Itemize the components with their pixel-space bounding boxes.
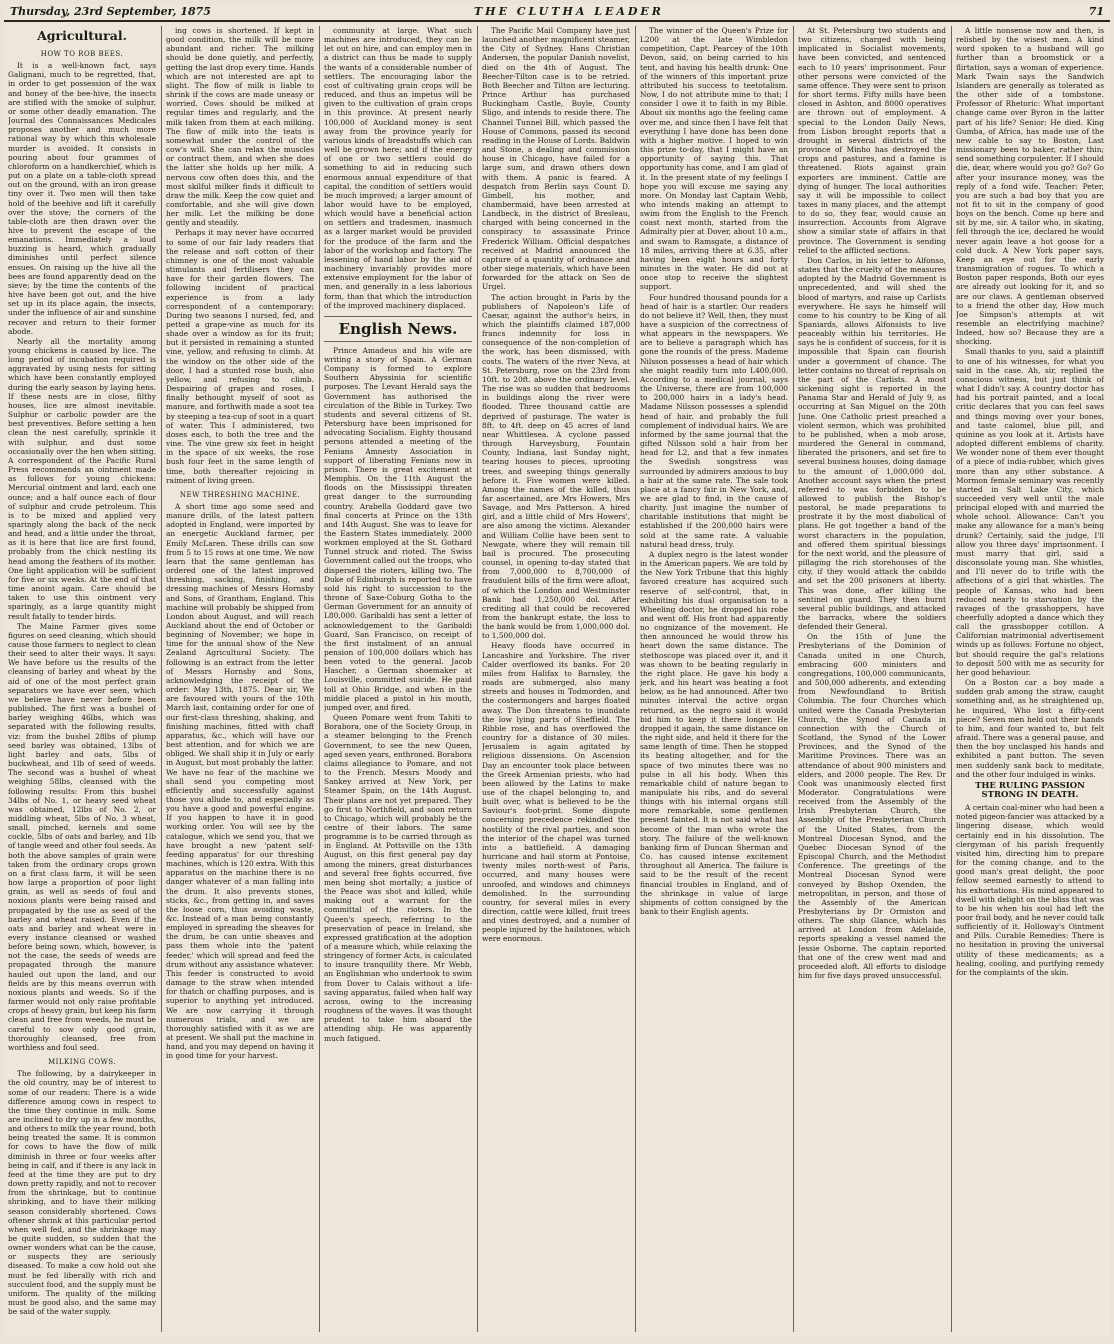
article-paragraph: Nearly all the mortality among young chickens is caused by lice. The long period of incubation required is aggravated by using nests for sitting which have been constantly employed during the early season by laying hens. If these nests are in close, filthy houses, lice are almost inevitable. Sulphur or carbolic powder are the best preventives. Before setting a hen clean the nest carefully, sprinkle it with sulphur, and dust some occasionally over the hen when sitting. A correspondent of the Pacific Rural Press recommends an ointment made as follows for young chickens: Mercurial ointment and lard, each one ounce; and a half ounce each of flour of sulphur and crude petroleum. This is to be mixed and applied very sparingly along the back of the neck and head, and a little under the throat, as it is here that lice are first found, probably from the chick nestling its head among the feathers of its mother. One light application will be sufficient for five or six weeks. At the end of that time anoint again. Care should be taken to use this ointment very sparingly, as a large quantity might result fatally to tender birds.	[8, 336, 156, 621]
article-heading-milking-cows: MILKING COWS.	[47, 1058, 117, 1067]
article-paragraph: The action brought in Paris by the publishers of Napoleon's Life of Caesar, against the author's heirs, in which the plaintiffs claimed 187,000 francs indemnity for loss in consequence of the non-completion of the work, has been dismissed, with costs. The waters of the river Neva, at St. Petersburg, rose on the 23rd from 10ft. to 20ft. above the ordinary level. The rise was so sudden that bedrooms in buildings along the river were flooded. Three thousand cattle are deprived of pasturage. The water is 8ft. to 4ft. deep on 45 acres of land near Whittlesea. A cyclone passed through Harveysburg, Fountain County, Indiana, last Sunday night, tearing houses to pieces, uprooting trees, and sweeping things generally before it. Five women were killed. Among the names of the killed, thus far ascertained, are Mrs Howers, Mrs Savage, and Mrs Patterson. A hired girl, and a little child of Mrs Howers', are also among the victims. Alexander and William Collie have been sent to Newgate, where they will remain till bail is procured. The prosecuting counsel, in opening to-day stated that from 7,000,000 to 8,700,000 of fraudulent bills of the firm were afloat, of which the London and Westminster Bank had 1,250,000 dol. After crediting all that could be recovered from the bankrupt estate, the loss to the bank would be from 1,000,000 dol. to 1,500,000 dol.	[482, 292, 630, 641]
column-4	[482, 26, 630, 1332]
article-heading-rob-bees: HOW TO ROB BEES.	[40, 50, 124, 58]
article-heading-ruling-passion: THE RULING PASSION STRONG IN DEATH.	[975, 780, 1085, 800]
article-paragraph: Heavy floods have occurred in Lancashire and Yorkshire. The river Calder overflowed its banks. For 20 miles from Halifax to Barnsley, the roads are submerged, also many streets and houses in Todmorden, and the costermongers and barges floated away. The Don threatens to inundate the low lying parts of Sheffield. The Ribble rose, and has overflowed the country for a distance of 30 miles. Jerusalem is again agitated by religious dissensions. On Ascension Day an encounter took place between the Greek Armenian priests, who had been allowed by the Latins to make use of the chapel belonging to, and built over, what is believed to be the Saviour's foot-print. Some dispute concerning precedence rekindled the hostility of the rival parties, and soon the interior of the chapel was turned into a battlefield. A damaging hurricane and hail storm at Pontoise, twenty miles north-west of Paris, occurred, and many houses were unroofed, and windows and chimneys demolished. In the surrounding country, for several miles in every direction, cattle were killed, fruit trees and vines destroyed, and a number of people injured by the hailstones, which were enormous.	[482, 641, 630, 944]
newspaper-title: THE CLUTHA LEADER	[474, 5, 664, 18]
article-paragraph: At St. Petersburg two students and two citizens, charged with being implicated in Socialist movements, have been convicted, and sentenced each to 10 years' imprisonment. Four other persons were convicted of the same offence. They were sent to prison for short terms. Fifty mills have been closed in Ashton, and 8000 operatives are thrown out of employment. A special to the London Daily News, from Lisbon brought reports that a drought in several districts of the province of Minho has destroyed the crops and pastures, and a famine is threatened. Riots against grain exporters are imminent. Cattle are dying of hunger. The local authorities say it will be impossible to collect taxes in many places, and the attempt to do so, they fear, would cause an insurrection. Accounts from Algrave show a similar state of affairs in that province. The Government is sending relief to the afflicted sections.	[798, 26, 946, 255]
article-paragraph: On the 15th of June the Presbyterians of the Dominion of Canada united in one Church, embracing 600 ministers and congregations, 100,000 communicants, and 500,000 adherents, and extending from Newfoundland to British Columbia. The four Churches which united were the Canada Presbyterian Church, the Synod of Canada in connection with the Church of Scotland, the Synod of the Lower Provinces, and the Synod of the Maritime Provinces. There was an attendance of about 900 ministers and elders, and 2000 people. The Rev. Dr Cook was unanimously elected first Moderator. Congratulations were received from the Assembly of the Irish Presbyterian Church, the Assembly of the Presbyterian Church of the United States, from the Montreal Diocesan Synod, and the Quebec Diocesan Synod of the Episcopal Church, and the Methodist Conference. The greetings of the Montreal Diocesan Synod were conveyed by Bishop Oxenden, the metropolitan, in person, and those of the Assembly of the American Presbyterians by Dr Ormiston and others. The ship Glance, which has arrived at London from Adelaide, reports speaking a vessel named the Jessie Osborne. The captain reported that one of the crew went mad and proceeded aloft. All efforts to dislodge him for five days proved unsuccessful.	[798, 632, 946, 981]
article-paragraph: The winner of the Queen's Prize for L200 at the late Wimbledon competition, Capt. Pearcey of the 10th Devon, said, on being carried to his tent, and having his health drunk: One of the winners of this important prize attributed his success to teetotalism. Now, I do not attribute mine to that; I consider I owe it to faith in my Bible. About six months ago the feeling came over me, and since then I have felt that everything I have done has been done with a higher motive. I hoped to win this prize to-day, that I might have an opportunity of saying this. That opportunity has come, and I am glad of it. In the present state of my feelings I hope you will excuse me saying any more. On Monday last Captain Webb, who intends making an attempt to swim from the English to the French coast next month, started from the Admiralty pier at Dover, about 10 a.m., and swam to Ramsgate, a distance of 18 miles, arriving there at 6.35, after having been eight hours and forty minutes in the water. He did not at once stop to receive the slightest support.	[640, 26, 788, 292]
article-paragraph: A short time ago some seed and manure drills, of the latest pattern adopted in England, were imported by an energetic Auckland farmer, per Emily McLaren. These drills can sow from 5 to 15 rows at one time. We now learn that the same gentleman has ordered one of the latest improved threshing, sacking, finishing, and dressing machines of Messrs Hornsby and Sons, of Grantham, England. This machine will probably be shipped from London about August, and will reach Auckland about the end of October or beginning of November; we hope in time for the annual show of the New Zealand Agricultural Society. The following is an extract from the letter of Messrs Hornsby and Sons, acknowledging the receipt of the order: May 13th, 1875. Dear sir, We are favoured with yours of the 10th March last, containing order for one of our first-class threshing, shaking, and finishing machines, fitted with chaff apparatus, &c., which will have our best attention, and for which we are obliged. We shall ship it in July or early in August, but most probably the latter. We have no fear of the machine we shall send you competing most efficiently and successfully against those you allude to, and especially as you have a good and powerful engine. If you happen to have it in good working order. You will see by the catalogue, which we send you, that we have brought a new 'patent self-feeding apparatus' for our threshing machines, which is 120 extra. With this apparatus on the machine there is no danger whatever of a man falling into the drum. It also prevents stones, sticks, &c., from getting in, and saves the loose corn, thus avoiding waste, &c. Instead of a man being constantly employed in spreading the sheaves for the drum, he can untie sheaves and pass them whole into the 'patent feeder,' which will spread and feed the drum without any assistance whatever. This feeder is constructed to avoid damage to the straw when intended for thatch or chaffing purposes, and is superior to anything yet introduced. We are now carrying it through numerous trials, and we are thoroughly satisfied with it as we are at present. We shall put the machine in hand, and you may depend on having it in good time for your harvest.	[166, 501, 314, 1061]
article-paragraph: Small thanks to you, said a plaintiff to one of his witnesses, for what you said in the case. Ah, sir, replied the conscious witness, but just think of what I didn't say. A country doctor has had his portrait painted, and a local critic declares that you can feel saws and things moving over your bones, and taste calomel, blue pill, and quinine as you look at it. Artists have adopted different emblems of charity. We wonder none of them ever thought of a piece of india-rubber, which gives more than any other substance. A Mormon female seminary was recently started in Salt Lake City, which succeeded very well until the male principal eloped with and married the whole school. Allowance: Can't you make any allowance for a man's being drunk? Certainly, said the judge, I'll allow you three days' imprisonment. I must marry that girl, said a disconsolate young man. She whistles, and I'll never do to trifle with the affections of a girl that whistles. The people of Kansas, who had been reduced nearly to starvation by the ravages of the grasshoppers, have cheerfully adopted a dance which they call the grasshopper cotillon. A Californian matrimonial advertisement winds up as follows: Fortune no object, but should require the gal's relations to deposit 500 with me as security for her good behaviour.	[956, 347, 1104, 677]
page-number: 71	[1088, 5, 1104, 18]
article-paragraph: Don Carlos, in his letter to Alfonso, states that the cruelty of the measures adopted by the Madrid Government is unprecedented, and will shed the blood of martyrs, and raise up Carlists everywhere. He says he himself will come to his country to be King of all Spaniards, allows Alfonsists to live peaceably within his territories. He says he is confident of success, for it is impossible that Spain can flourish under a government of chance. The letter contains no threat of reprisals on the part of the Carlists. A most sickening sight is reported in the Panama Star and Herald of July 9, as occurring at San Miguel on the 20th June. One Catholic priest preached a violent sermon, which was prohibited to be published, when a mob arose, murdered the General in command, liberated the prisoners, and set fire to several business houses, doing damage to the amount of 1,000,000 dol. Another account says when the priest referred to was forbidden to be allowed to publish the Bishop's pastoral, he made preparations to prostrate it by the most diabolical of plans. He got together a band of the worst characters in the population, and offered them spiritual blessings for the next world, and the pleasure of pillaging the rich storehouses of the city, if they would attack the cabildo and set the 200 prisoners at liberty. This was done, after killing the sentinel on guard. They then burnt several public buildings, and attacked the barracks, where the soldiers defended their General.	[798, 255, 946, 632]
column-divider	[635, 26, 636, 1332]
masthead	[4, 4, 1110, 22]
article-paragraph: It is a well-known fact, says Galignani, much to be regretted, that, in order to get possession of the wax and honey of the bee-hive, the insects are stifled with the smoke of sulphur, or some other deadly emanation. The Journal des Connaissances Medicales proposes another and much more rational way by which this wholesale murder is avoided. It consists in pouring about four grammes of chloroform on a handkerchief, which is put on a plate on a table-cloth spread out on the ground, with an iron grease tiny over it. Two men will then take hold of the beehive and lift it carefully over the stove; the corners of the table-cloth are then drawn over the hive to prevent the escape of the emanations. Immediately a loud buzzing is heard, which gradually diminishes until perfect silence ensues. On raising up the hive all the bees are found apparently dead on the sieve; by the time the contents of the hive have been got out, and the hive set up in its place again, the insects, under the influence of air and sunshine recover and return to their former abode.	[8, 61, 156, 336]
article-paragraph: A little nonsense now and then, is relished by the wisest men. A kind word spoken to a husband will go further than a broomstick or a flirtation, says a woman of experience. Mark Twain says the Sandwich Islanders are generally as tolerated as the other side of a tombstone. Professor of Rhetoric: What important change came over Byron in the latter part of his life? Senior: He died. King Gumba, of Africa, has made use of the new cable to say to Boston, Last missionary been to baker, rather thin; send something corpulenter. If I should die, dear, where would you go? Go? Go after your insurance money, was the reply of a fond wife. Teacher: Peter, you are such a bad boy that you are not fit to sit in the company of good boys on the bench. Come up here and sit by me, sir. A tailor who, in skating, fell through the ice, declared he would never again leave a hot goose for a cold duck. A New York paper says, Keep an eye out for the early transmigration of rogues. To which a Boston paper responds, Both our eyes are already out looking for it, and so are our claws. A gentleman observed to a friend the other day, How much Joe Simpson's attempts at wit resemble an electrifying machine? Indeed, how so? Because they are a shocking.	[956, 26, 1104, 347]
column-1	[8, 26, 156, 1332]
section-heading-agricultural: Agricultural.	[37, 28, 127, 43]
article-paragraph: Four hundred thousand pounds for a head of hair is a startler. Our readers do not believe it? Well, then, they must have a suspicion of the correctness of what appears in the newspapers. We are to believe a paragraph which has gone the rounds of the press. Mademe Nilsson possesses a head of hair which she might readily turn into L400,000. According to a medical journal, says the Universe, there are from 100,000 to 200,000 hairs in a lady's head. Madame Nilsson possesses a splendid head of hair, and probably the full complement of individual hairs. We are informed by the same journal that the gifted Nilsson sold a hair from her head for L2, and that a few inmates the Swedish songstress was surrounded by admirers anxious to buy a hair at the same rate. The sale took place at a fancy fair in New York, and, we are glad to find, in the cause of charity. Just imagine the number of charitable institutions that might be established if the 200,000 hairs were sold at the same rate. A valuable natural head dress, truly.	[640, 292, 788, 549]
column-3	[324, 26, 472, 1332]
column-divider	[793, 26, 794, 1332]
column-divider	[319, 26, 320, 1332]
column-divider	[477, 26, 478, 1332]
article-paragraph: Prince Amadeus and his wife are writing a story of Spain. A German Company is formed to explore Southern Abyssinia for scientific purposes. The Levant Herald says the Government has authorised the circulation of the Bible in Turkey. Two students and several citizens of St. Petersburg have been imprisoned for advocating Socialism. Eighty thousand persons attended a meeting of the Fenians Amnesty Association in support of liberating Fenians now in prison. There is great excitement at Memphis. On the 11th August the floods on the Mississippi threaten great danger to the surrounding country. Arabella Goddard gave two final concerts at Prince on the 13th and 14th August. She was to leave for the Eastern States immediately. 2000 workmen employed at the St. Gothard Tunnel struck and rioted. The Swiss Government called out the troops, who dispersed the rioters, killing two. The Duke of Edinburgh is reported to have sold his right to succession to the throne of Saxe-Coburg Gotha to the German Government for an annuity of L80,000. Garibaldi has sent a letter of acknowledgement to the Garibaldi Guard, San Francisco, on receipt of the first instalment of an annual pension of 100,000 dollars which has been voted to the general. Jacob Hascher, a German shoemaker at Louisville, committed suicide. He paid toll at Ohio Bridge, and when in the middle placed a pistol in his mouth, jumped over, and fired.	[324, 345, 472, 712]
article-paragraph: A certain coal-miner who had been a noted pigeon-fancier was attacked by a lingering disease, which would certainly end in his dissolution. The clergyman of his parish frequently visited him, directing him to prepare for the coming change, and to the good man's great delight, the poor fellow seemed earnestly to attend to his exhortations. His mind appeared to dwell with delight on the bliss that was to be his when his soul had left the poor frail body, and he never could talk sufficiently of it. Holloway's Ointment and Pills. Curable Remedies: There is no hesitation in proving the universal utility of these medicaments; as a healing, cooling, and purifying remedy for the complaints of the skin.	[956, 803, 1104, 977]
article-paragraph: Queen Pomare went from Tahiti to Borabora, one of the Society Group, in a steamer belonging to the French Government, to see the new Queen, aged seven years, enthroned. Borabora claims allegiance to Pomare, and not to the French. Messrs Moody and Sankey arrived at New York, per Steamer Spain, on the 14th August. Their plans are not yet prepared. They go first to Northfield, and soon return to Chicago, which will probably be the centre of their labors. The same programme is to be carried through as in England. At Pottsville on the 13th August, on this first general pay day among the miners, great disturbances and several free fights occurred, five men being shot mortally; a justice of the Peace was shot and killed, while making out a warrant for the committal of the rioters. In the Queen's speech, referring to the preservation of peace in Ireland, she expressed gratification at the adoption of a measure which, while relaxing the stringency of former Acts, is calculated to insure tranquility there. Mr Webb, an Englishman who undertook to swim from Dover to Calais without a life-saving apparatus, failed when half way across, owing to the increasing roughness of the waves. It was thought prudent to take him aboard the attending ship. He was apparently much fatigued.	[324, 713, 472, 1043]
article-paragraph: Perhaps it may never have occurred to some of our fair lady readers that the release and soft cotton of their chimney is one of the most valuable stimulants and fertilisers they can have for their garden flowers. The following incident of practical experience is from a lady correspondent of a contemporary: During two seasons I nursed, fed, and petted a grape-vine as much for its shade over a window as for its fruit; but it persisted in remaining a stunted vine, yellow, and refusing to climb. At the window on the other side of the door, I had a stunted rose bush, also yellow, and refusing to climb. Despairing of grapes and roses, I finally bethought myself of soot as manure, and forthwith made a soot tea by steeping a tea-cup of soot in a quart of water. This I administered, two doses each, to both the tree and the vine. The vine grew six feet in height in the space of six weeks, the rose bush four feet in the same length of time, both thereafter rejoicing in raiment of living green.	[166, 228, 314, 485]
newspaper-page	[4, 4, 1110, 1336]
article-paragraph: The Maine Farmer gives some figures on seed cleaning, which should cause those farmers to neglect to clean their seed to alter their ways. It says: We have before us the results of the cleansing of barley and wheat by the aid of one of the most perfect grain separators we have ever seen, which we believe have never before been published. The first was a bushel of barley weighing 46lbs, which was separated with the following results, viz: from the bushel 28lbs of plump seed barley was obtained, 13lbs of light barley and oats, 5lbs of buckwheat, and 1lb of seed of weeds. The second was a bushel of wheat weighing 58lbs, cleansed with the following results: From this bushel 34lbs of No. 1, or heavy seed wheat was obtained, 12lbs of No. 2, or middling wheat, 5lbs of No. 3 wheat, small, pinched, kernels and some cockle, 5lbs of oats and barley, and 1lb of tangle weed and other foul seeds. As both the above samples of grain were taken from the ordinary crops grown on a first class farm, it will be seen how large a proportion of poor light grain, as well as seeds of foul and noxious plants were being raised and propagated by the use as seed of the barley and wheat raised. Even if the oats and barley and wheat were in every instance cleansed or washed before being sown, which, however, is not the case, the seeds of weeds are propagated through the manure hauled out upon the land, and our fields are by this means overrun with noxious plants and weeds. So if the farmer would not only raise profitable crops of heavy grain, but keep his farm clean and free from weeds, he must be careful to sow only good grain, thoroughly cleansed, free from worthless and foul seed.	[8, 621, 156, 1052]
article-heading-threshing-machine: NEW THRESHING MACHINE.	[179, 490, 301, 499]
column-2	[166, 26, 314, 1332]
article-paragraph: A duplex negro is the latest wonder in the American papers. We are told by the New York Tribune that this highly favored creature has acquired such reserve of self-control, that, in exhibiting his dual organisation to a Wheeling doctor, he dropped his robe and went off. His front had apparently no cognizance of the movement. He then announced he would throw his heart down the same distance. The stethoscope was placed over it, and it was shown to be beating regularly in the right place. He gave his body a jerk, and his heart was beating a foot below, as he had announced. After two minutes interval the active organ returned, as the negro said it would bid him to keep it there longer. He dropped it again, the same distance on the right side, and held it there for the same length of time. Then he stopped its beating altogether, and for the space of two minutes there was no pulse in all his body. When this remarkable child of nature began to manipulate his ribs, and do several things with his internal organs still more remarkable, some gentlemen present fainted. It is not said what has become of the man who wrote the story. The failure of the well-known banking firm of Duncan Sherman and Co. has caused intense excitement throughout all America. The failure is said to be the result of the recent financial troubles in England, and of the shrinkage in value of large shipments of cotton consigned by the bank to their English agents.	[640, 549, 788, 916]
issue-date: Thursday, 23rd September, 1875	[10, 5, 211, 18]
column-6	[798, 26, 946, 1332]
article-paragraph: ing cows is shortened. If kept in good condition, the milk will be more abundant and richer. The milking should be done quietly, and perfectly, getting the last drop every time. Hands which are not interested are apt to slight. The flow of milk is liable to shrink if the cows are made uneasy or worried. Cows should be milked at regular times and regularly, and the milk taken from them at each milking. The flow of milk into the teats is somewhat under the control of the cow's will. She can relax the muscles or contract them, and when she does the latter she holds up her milk. A nervous cow often does this, and the most skilful milker finds it difficult to draw the milk. Keep the cow quiet and comfortable, and she will give down her milk. Let the milking be done gently and steadily.	[166, 26, 314, 228]
article-paragraph: The Pacific Mail Company have just launched another magnificent steamer, the City of Sydney. Hans Christian Andersen, the popular Danish novelist, died on the 4th of August. The Beecher-Tilton case is to be retried. Both Beecher and Tilton are lecturing. Prince Arthur has purchased Buckingham Castle, Boyle, County Sligo, and intends to reside there. The Channel Tunnel Bill, which passed the House of Commons, passed its second reading in the House of Lords. Baldwin and Stone, a dealing and commission house in Chicago, have failed for a large sum, and drawn others down with them. A panic is feared. A despatch from Berlin says Count D. Gimbell, his mother, and chambermaid, have been arrested at Landbeck, in the district of Bresleau, charged with being concerned in the conspiracy to assassinate Prince Frederick William. Official despatches received at Madrid announced the capture of a quantity of ordnance and other siege materials, which have been forwarded for the attack on Seo de Urgel.	[482, 26, 630, 292]
article-paragraph: community at large. What such machines are introduced, they can be let out on hire, and can employ men in a district can thus be made to supply the wants of a considerable number of settlers. The encouraging labor the cost of cultivating grain crops will be reduced, and thus an impetus will be given to the cultivation of grain crops in this province. At present nearly 100,000 of Auckland money is sent away from the province yearly for various kinds of breadstuffs which can well be grown here; and if the energy of one or two settlers could do something to aid in reducing such enormous annual expenditure of that capital, the condition of settlers would be much improved; a larger amount of labor would have to be employed, which would have a beneficial action on settlers and tradesmen, inasmuch as a larger market would be provided for the produce of the farm and the labor of the workshop and factory. The lessening of hand labor by the aid of machinery invariably provides more extensive employment for the labor of men, and generally in a less laborious form, than that which the introduction of the improved machinery displaced.	[324, 26, 472, 310]
section-heading-english-news: English News.	[324, 316, 472, 342]
article-paragraph: On a Boston car a boy made a sudden grab among the straw, caught something and, as he straightened up, he inquired, Who lost a fifty-cent piece? Seven men held out their hands to him, and four wanted to, but felt afraid. There was a general pause, and then the boy unclasped his hands and exhibited a pant button. The seven men suddenly sank back to meditate, and the other four indulged in winks.	[956, 678, 1104, 779]
column-divider	[951, 26, 952, 1332]
article-paragraph: The following, by a dairykeeper in the old country, may be of interest to some of our readers: There is a wide difference among cows in respect to the time they continue in milk. Some are inclined to dry up in a few months, and others to milk the year round, both being treated the same. It is common for cows to have the flow of milk diminish in three or four weeks after being in calf, and if there is any lack in feed at the time they are put to dry down pretty rapidly, and not to recover from the shrinkage, but to continue shrinking, and to have their milking season considerably shortened. Cows oftener shrink at this particular period when well fed, and the shrinkage may be quite sudden, so sudden that the owner wonders what can be the cause, or suspects they are seriously diseased. To make a cow hold out she must be fed liberally with rich and succulent food, and the supply must be uniform. The quality of the milking must be good also, and the same may be said of the water supply.	[8, 1069, 156, 1317]
column-divider	[161, 26, 162, 1332]
column-7	[956, 26, 1104, 1332]
column-5	[640, 26, 788, 1332]
columns-container	[4, 26, 1110, 1332]
